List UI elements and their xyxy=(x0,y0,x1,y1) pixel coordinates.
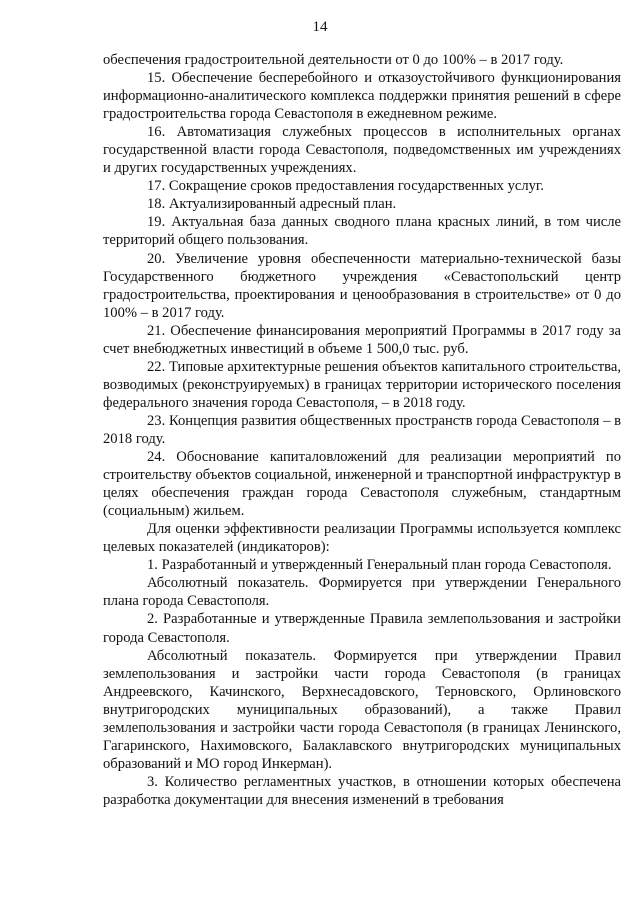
paragraph-indicator-1: 1. Разработанный и утвержденный Генеральный план города Севастополя. xyxy=(147,557,612,574)
document-body xyxy=(103,51,621,809)
paragraph-indicators-intro: Для оценки эффективности реализации Программы используется комплекс целевых показателей (индикаторов): xyxy=(103,521,621,556)
paragraph-item-15: 15. Обеспечение бесперебойного и отказоустойчивого функционирования информационно-аналитического комплекса поддержки принятия решений в сфере градостроительства города Севастополя в ежедневном режиме. xyxy=(103,70,621,123)
paragraph-item-16: 16. Автоматизация служебных процессов в исполнительных органах государственной власти города Севастополя, подведомственных им учреждениях и других государственных учреждениях. xyxy=(103,124,621,177)
paragraph-indicator-1-note: Абсолютный показатель. Формируется при утверждении Генерального плана города Севастополя. xyxy=(103,575,621,610)
paragraph-item-20: 20. Увеличение уровня обеспеченности материально-технической базы Государственного бюджетного учреждения «Севастопольский центр градостроительства, проектирования и ценообразования в строительстве» от 0 до 100% – в 2017 году. xyxy=(103,250,621,321)
paragraph-item-18: 18. Актуализированный адресный план. xyxy=(147,196,397,213)
paragraph-item-22: 22. Типовые архитектурные решения объектов капитального строительства, возводимых (реконструируемых) в границах территории исторического поселения федерального значения города Севастополя, – в 2018 году. xyxy=(103,358,621,411)
paragraph-item-24: 24. Обоснование капиталовложений для реализации мероприятий по строительству объектов социальной, инженерной и транспортной инфраструктур в целях обеспечения граждан города Севастополя служебным, стандартным (социальным) жильем. xyxy=(103,449,621,520)
paragraph-indicator-3: 3. Количество регламентных участков, в отношении которых обеспечена разработка документации для внесения изменений в требования xyxy=(103,773,621,808)
paragraph-continuation: обеспечения градостроительной деятельности от 0 до 100% – в 2017 году. xyxy=(103,52,564,68)
paragraph-item-19: 19. Актуальная база данных сводного плана красных линий, в том числе территорий общего пользования. xyxy=(103,214,621,249)
paragraph-indicator-2: 2. Разработанные и утвержденные Правила землепользования и застройки города Севастополя. xyxy=(103,611,621,646)
paragraph-item-23: 23. Концепция развития общественных пространств города Севастополя – в 2018 году. xyxy=(103,412,621,447)
paragraph-indicator-2-note: Абсолютный показатель. Формируется при утверждении Правил землепользования и застройки части города Севастополя (в границах Андреевского, Качинского, Верхнесадовского, Терновского, Орлиновского внутригородских муниципальных образований), а также Правил землепользования и застройки части города Севастополя (в границах Ленинского, Гагаринского, Нахимовского, Балаклавского внутригородских муниципальных образований и МО город Инкерман). xyxy=(103,647,621,772)
page-number: 14 xyxy=(312,19,328,35)
paragraph-item-21: 21. Обеспечение финансирования мероприятий Программы в 2017 году за счет внебюджетных инвестиций в объеме 1 500,0 тыс. руб. xyxy=(103,322,621,357)
paragraph-item-17: 17. Сокращение сроков предоставления государственных услуг. xyxy=(147,178,544,195)
